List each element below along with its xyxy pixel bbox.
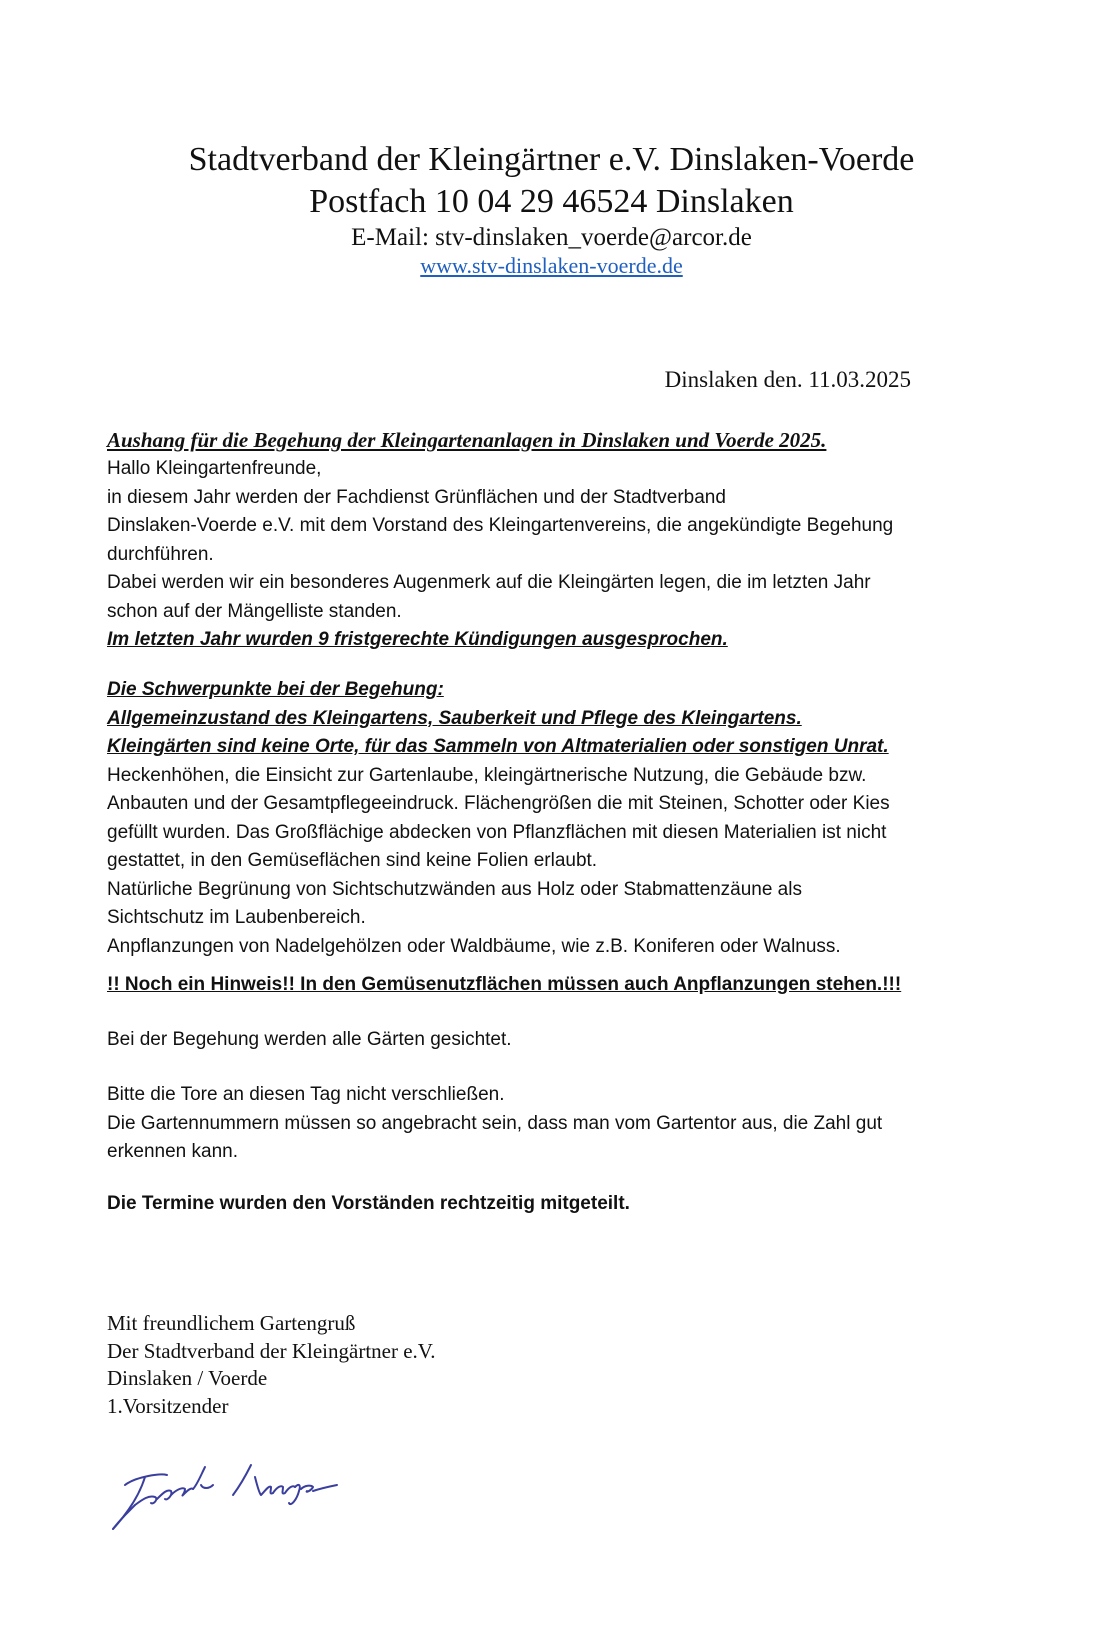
notice-subject: Aushang für die Begehung der Kleingartenanlagen in Dinslaken und Voerde 2025. (107, 428, 827, 452)
terminations-notice: Im letzten Jahr wurden 9 fristgerechte Kündigungen ausgesprochen. (107, 629, 728, 650)
gates-line: Die Gartennummern müssen so angebracht sein, dass man vom Gartentor aus, die Zahl gut (107, 1112, 883, 1134)
email-address: E-Mail: stv-dinslaken_voerde@arcor.de (351, 224, 752, 251)
organization-name: Stadtverband der Kleingärtner e.V. Dinslaken-Voerde (188, 141, 915, 178)
closing-line: Der Stadtverband der Kleingärtner e.V. (107, 1338, 436, 1363)
intro-line: Dinslaken-Voerde e.V. mit dem Vorstand des Kleingartenvereins, die angekündigte Begehung (107, 515, 894, 536)
focus-section (107, 676, 1007, 961)
focus-line: Anbauten und der Gesamtpflegeeindruck. Flächengrößen die mit Steinen, Schotter oder Kies (107, 793, 890, 814)
focus-emphasis-line: Kleingärten sind keine Orte, für das Sammeln von Altmaterialien oder sonstigen Unrat. (107, 736, 889, 757)
gates-line: Bitte die Tore an diesen Tag nicht verschließen. (107, 1084, 505, 1105)
focus-line: Anpflanzungen von Nadelgehölzen oder Waldbäume, wie z.B. Koniferen oder Walnuss. (107, 935, 841, 957)
intro-section (107, 455, 1007, 655)
website-link[interactable]: www.stv-dinslaken-voerde.de (420, 253, 683, 278)
gates-section (107, 1081, 1007, 1167)
postal-address: Postfach 10 04 29 46524 Dinslaken (309, 183, 794, 220)
closing-line: Dinslaken / Voerde (107, 1366, 268, 1390)
closing-line: 1.Vorsitzender (107, 1393, 229, 1418)
dates-notice: Die Termine wurden den Vorständen rechtzeitig mitgeteilt. (107, 1193, 630, 1214)
focus-line: Sichtschutz im Laubenbereich. (107, 907, 366, 928)
gates-line: erkennen kann. (107, 1141, 238, 1162)
closing-block (107, 1310, 436, 1420)
handwritten-signature (105, 1455, 345, 1535)
inspection-note: Bei der Begehung werden alle Gärten gesichtet. (107, 1029, 512, 1050)
intro-line: durchführen. (107, 543, 214, 565)
intro-line: Dabei werden wir ein besonderes Augenmerk auf die Kleingärten legen, die im letzten Jahr (107, 572, 871, 593)
focus-heading: Die Schwerpunkte bei der Begehung: (107, 679, 444, 700)
focus-line: gefüllt wurden. Das Großflächige abdecken von Pflanzflächen mit diesen Materialien ist nicht (107, 821, 887, 843)
focus-line: gestattet, in den Gemüseflächen sind keine Folien erlaubt. (107, 850, 598, 871)
focus-line: Natürliche Begrünung von Sichtschutzwänden aus Holz oder Stabmattenzäune als (107, 878, 802, 900)
date-line: Dinslaken den. 11.03.2025 (664, 367, 911, 392)
closing-line: Mit freundlichem Gartengruß (107, 1311, 356, 1335)
intro-line: schon auf der Mängelliste standen. (107, 600, 402, 622)
intro-line: in diesem Jahr werden der Fachdienst Grünflächen und der Stadtverband (107, 486, 726, 508)
intro-line: Hallo Kleingartenfreunde, (107, 458, 322, 479)
focus-line: Heckenhöhen, die Einsicht zur Gartenlaube, kleingärtnerische Nutzung, die Gebäude bzw. (107, 764, 867, 786)
planting-notice: !! Noch ein Hinweis!! In den Gemüsenutzflächen müssen auch Anpflanzungen stehen.!!! (107, 974, 902, 995)
focus-emphasis-line: Allgemeinzustand des Kleingartens, Sauberkeit und Pflege des Kleingartens. (107, 707, 802, 729)
